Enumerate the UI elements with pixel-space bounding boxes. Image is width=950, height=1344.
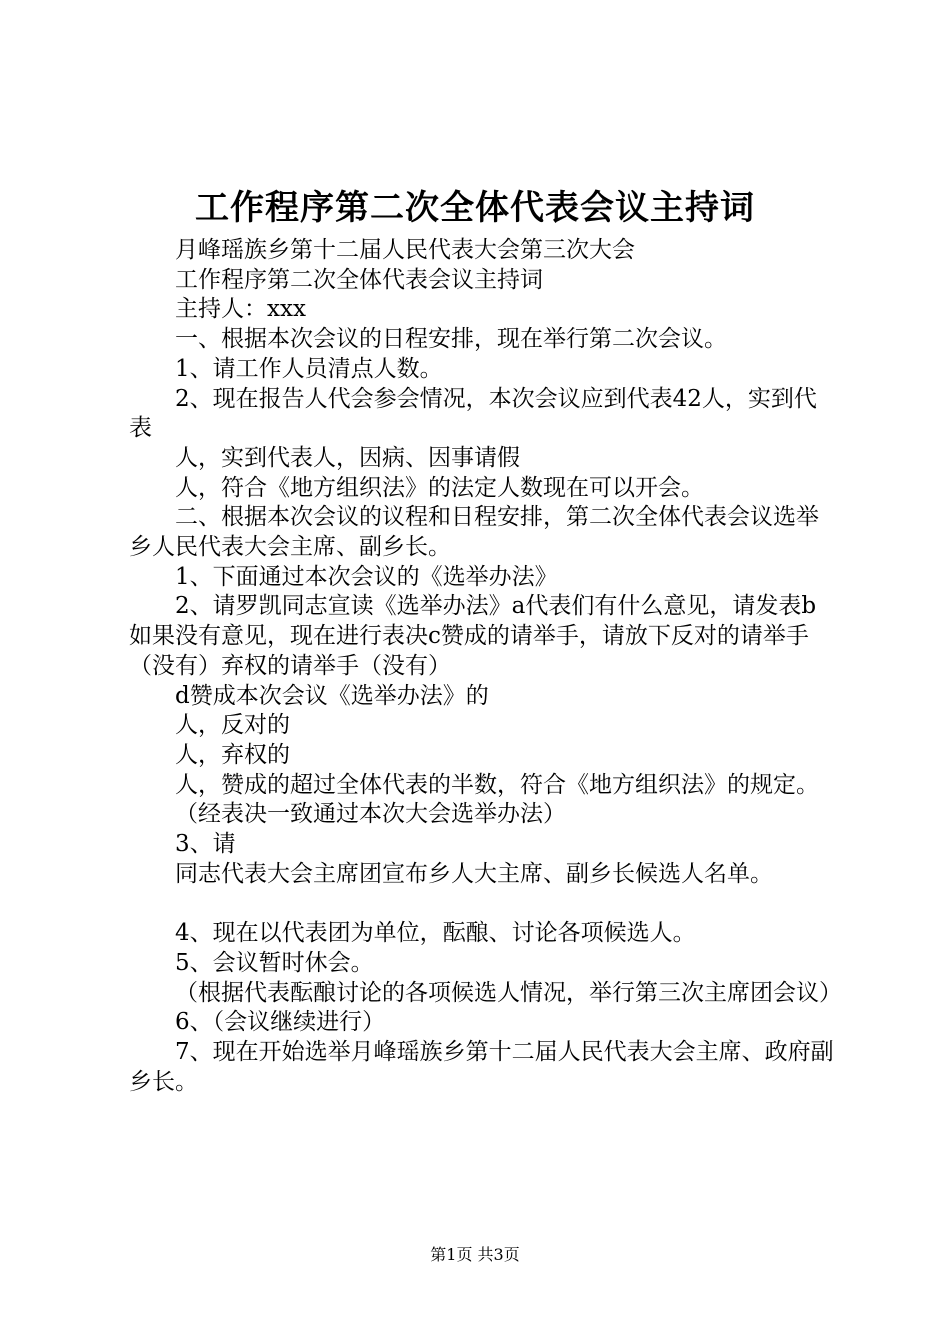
paragraph-meeting-name: 月峰瑶族乡第十二届人民代表大会第三次大会 <box>175 237 635 263</box>
paragraph-item: 人，赞成的超过全体代表的半数，符合《地方组织法》的规定。 <box>175 771 819 798</box>
paragraph-item: 5、会议暂时休会。 <box>175 949 374 976</box>
paragraph-item: 人，符合《地方组织法》的法定人数现在可以开会。 <box>175 474 704 501</box>
paragraph-host: 主持人：xxx <box>175 296 306 323</box>
paragraph-item: 6、（会议继续进行） <box>175 1009 386 1036</box>
paragraph-section-1: 一、根据本次会议的日程安排，现在举行第二次会议。 <box>175 326 727 353</box>
paragraph-item: 人，实到代表人，因病、因事请假 <box>175 444 520 471</box>
blank-line <box>129 889 839 919</box>
document-title: 工作程序第二次全体代表会议主持词 <box>195 188 755 228</box>
document-body <box>129 236 842 1097</box>
paragraph-item: 2、请罗凯同志宣读《选举办法》a代表们有什么意见，请发表b如果没有意见，现在进行表决c赞成的请举手，请放下反对的请举手（没有）弃权的请举手（没有） <box>129 593 817 679</box>
paragraph-section-2: 二、根据本次会议的议程和日程安排，第二次全体代表会议选举乡人民代表大会主席、副乡长。 <box>129 504 819 561</box>
paragraph-item: 1、下面通过本次会议的《选举办法》 <box>175 563 558 590</box>
paragraph-item: 4、现在以代表团为单位，酝酿、讨论各项候选人。 <box>175 920 696 947</box>
paragraph-subtitle: 工作程序第二次全体代表会议主持词 <box>175 266 543 293</box>
paragraph-item: 3、请 <box>175 831 236 858</box>
paragraph-item: 人，弃权的 <box>175 741 290 768</box>
paragraph-item: 1、请工作人员清点人数。 <box>175 355 443 382</box>
paragraph-item: 7、现在开始选举月峰瑶族乡第十二届人民代表大会主席、政府副乡长。 <box>129 1038 834 1095</box>
paragraph-note: （根据代表酝酿讨论的各项候选人情况，举行第三次主席团会议） <box>175 979 842 1006</box>
paragraph-note: （经表决一致通过本次大会选举办法） <box>175 801 566 828</box>
page-footer: 第1页 共3页 <box>430 1245 520 1264</box>
paragraph-item: 人，反对的 <box>175 712 290 739</box>
paragraph-item: 同志代表大会主席团宣布乡人大主席、副乡长候选人名单。 <box>175 860 773 887</box>
paragraph-item: d赞成本次会议《选举办法》的 <box>175 682 489 709</box>
paragraph-item: 2、现在报告人代会参会情况，本次会议应到代表42人，实到代表 <box>129 385 817 442</box>
